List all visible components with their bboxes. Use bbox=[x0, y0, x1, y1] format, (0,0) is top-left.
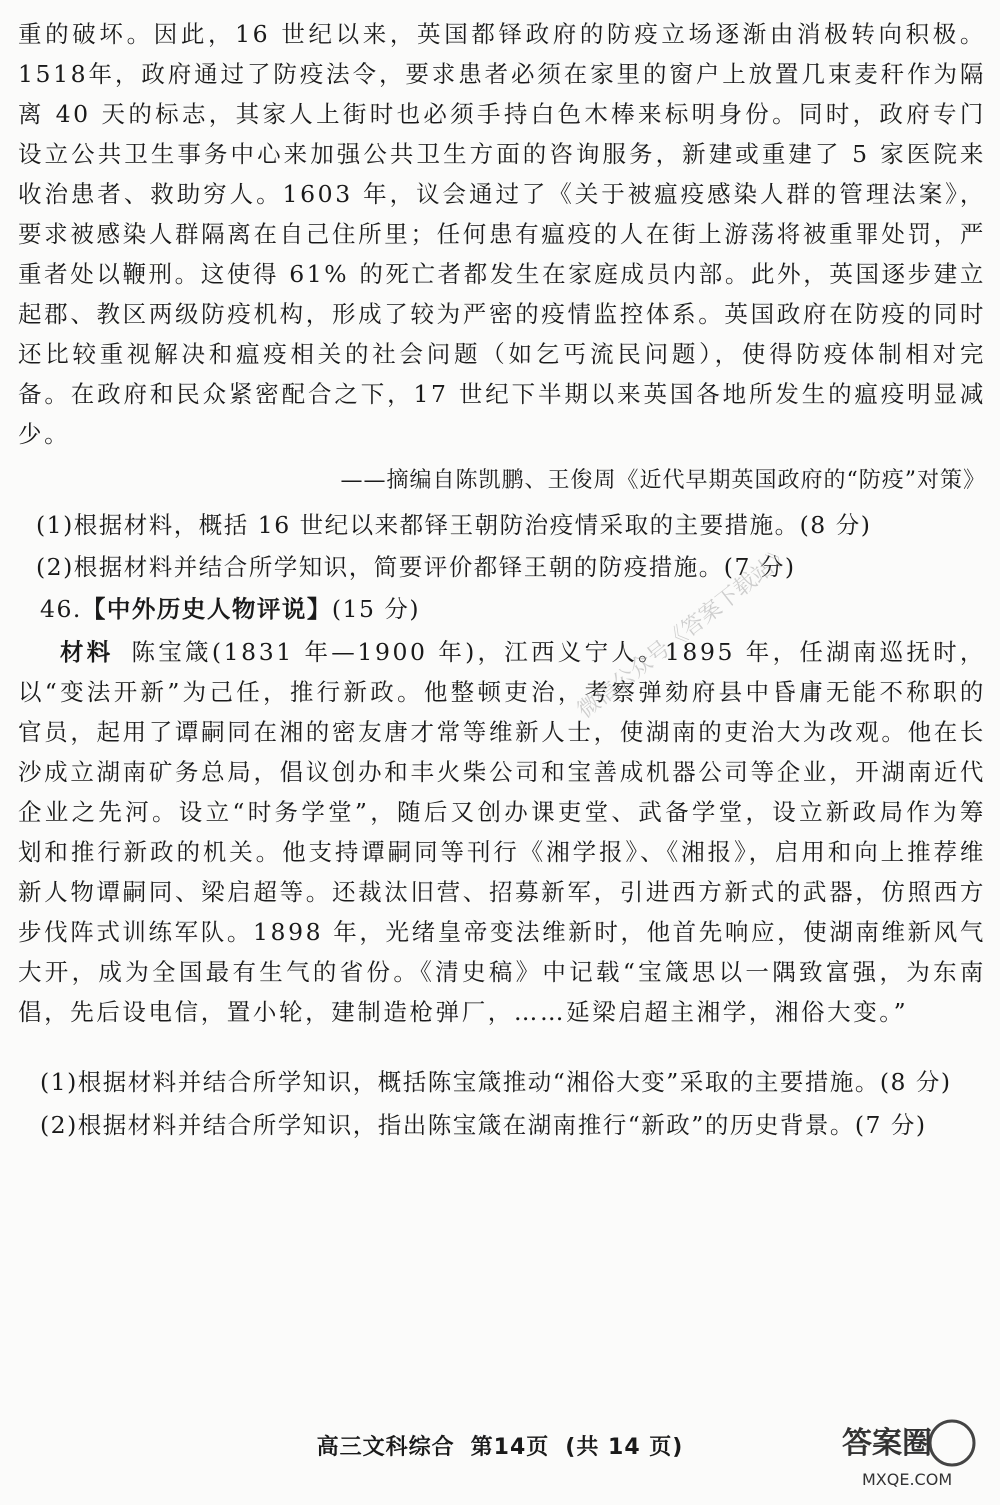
question-45-part-2: (2)根据材料并结合所学知识，简要评价都铎王朝的防疫措施。(7 分) bbox=[36, 553, 796, 581]
material-label: 材料 bbox=[60, 638, 114, 666]
question-46-heading bbox=[40, 590, 420, 624]
question-46-part-2: (2)根据材料并结合所学知识，指出陈宝箴在湖南推行“新政”的历史背景。(7 分) bbox=[40, 1111, 927, 1139]
question-46-title: 【中外历史人物评说】 bbox=[81, 595, 332, 623]
footer-subject: 高三文科综合 bbox=[316, 1435, 455, 1460]
question-46-number: 46. bbox=[40, 595, 82, 623]
question-46-points: (15 分) bbox=[331, 595, 421, 623]
site-logo-icon bbox=[832, 1413, 982, 1493]
question-45-part-1: (1)根据材料，概括 16 世纪以来都铎王朝防治疫情采取的主要措施。(8 分) bbox=[36, 511, 872, 539]
logo-subtext: MXQE.COM bbox=[862, 1470, 953, 1489]
material-paragraph-chen-baozhen bbox=[18, 632, 986, 1032]
logo-text: 答案圈 bbox=[842, 1426, 932, 1461]
watermark-text: 微信公众号《答案下载站》 bbox=[573, 541, 797, 724]
material-text: 陈宝箴(1831 年—1900 年)，江西义宁人。1895 年，任湖南巡抚时，以“变法开新”为己任，推行新政。他整顿吏治，考察弹劾府县中昏庸无能不称职的官员，起用了谭嗣同在湘的密友唐才常等维新人士，使湖南的吏治大为改观。他在长沙成立湖南矿务总局，倡议创办和丰火柴公司和宝善成机器公司等企业，开湖南近代企业之先河。设立“时务学堂”，随后又创办课吏堂、武备学堂，设立新政局作为筹划和推行新政的机关。他支持谭嗣同等刊行《湘学报》、《湘报》，启用和向上推荐维新人物谭嗣同、梁启超等。还裁汰旧营、招募新军，引进西方新式的武器，仿照西方步伐阵式训练军队。1898 年，光绪皇帝变法维新时，他首先响应，使湖南维新风气大开，成为全国最有生气的省份。《清史稿》中记载“宝箴思以一隅致富强，为东南倡，先后设电信，置小轮，建制造枪弹厂，……延梁启超主湘学，湘俗大变。” bbox=[18, 638, 987, 1026]
question-46-part-1: (1)根据材料并结合所学知识，概括陈宝箴推动“湘俗大变”采取的主要措施。(8 分) bbox=[40, 1068, 952, 1096]
material-paragraph-tudor: 重的破坏。因此，16 世纪以来，英国都铎政府的防疫立场逐渐由消极转向积极。1518年，政府通过了防疫法令，要求患者必须在家里的窗户上放置几束麦秆作为隔离 40 天的标志，其家人上街时也必须手持白色木棒来标明身份。同时，政府专门设立公共卫生事务中心来加强公共卫生方面的咨询服务，新建或重建了 5 家医院来收治患者、救助穷人。1603 年，议会通过了《关于被瘟疫感染人群的管理法案》，要求被感染人群隔离在自己住所里；任何患有瘟疫的人在街上游荡将被重罪处罚，严重者处以鞭刑。这使得 61% 的死亡者都发生在家庭成员内部。此外，英国逐步建立起郡、教区两级防疫机构，形成了较为严密的疫情监控体系。英国政府在防疫的同时还比较重视解决和瘟疫相关的社会问题（如乞丐流民问题），使得防疫体制相对完备。在政府和民众紧密配合之下，17 世纪下半期以来英国各地所发生的瘟疫明显减少。 bbox=[18, 20, 986, 448]
material-source-citation: ——摘编自陈凯鹏、王俊周《近代早期英国政府的“防疫”对策》 bbox=[340, 468, 986, 493]
footer-total-pages: (共 14 页) bbox=[565, 1435, 684, 1460]
footer-page-number: 第14页 bbox=[470, 1435, 550, 1460]
